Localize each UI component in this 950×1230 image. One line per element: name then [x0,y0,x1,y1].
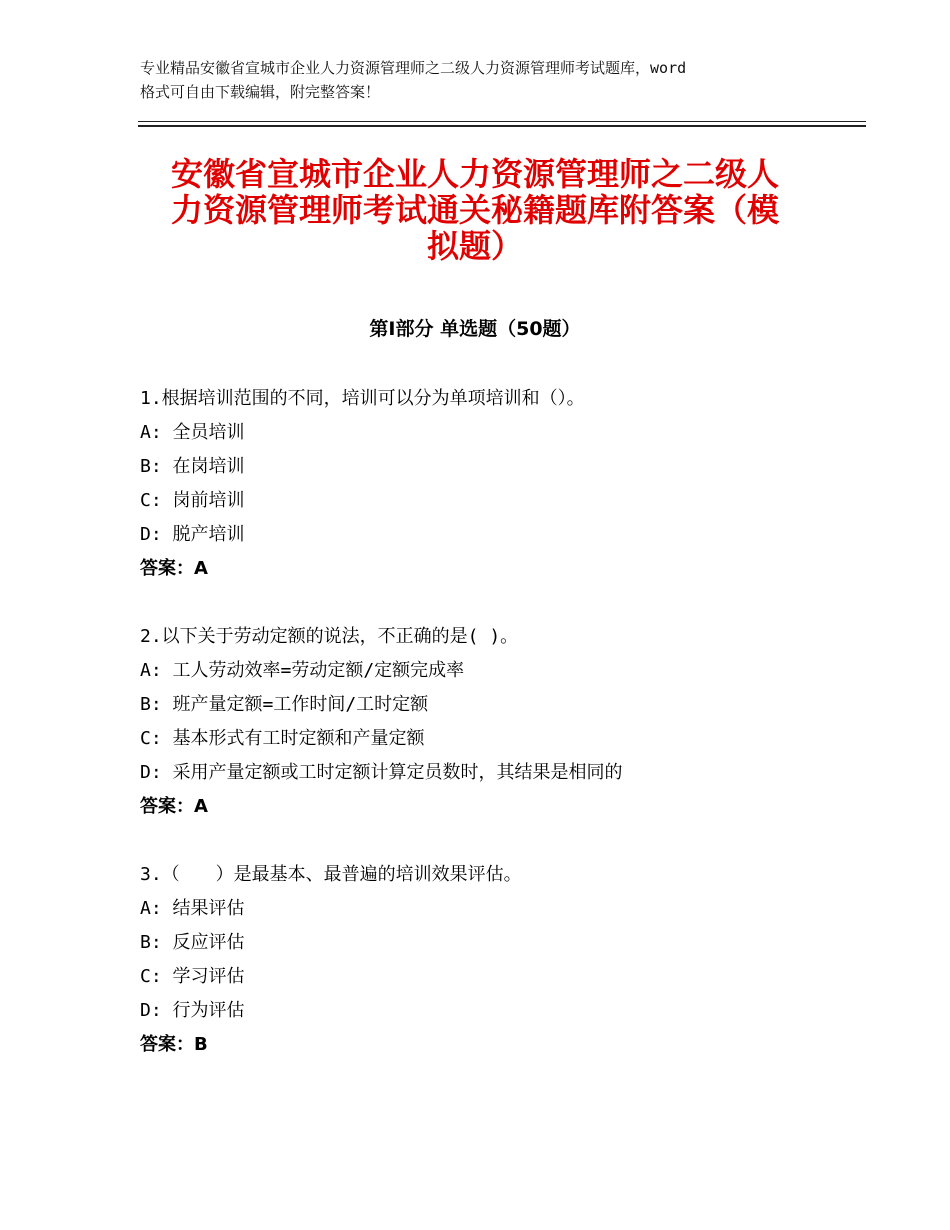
document-title-line-2: 力资源管理师考试通关秘籍题库附答案（模 [170,191,779,229]
question-item [140,858,860,1062]
option-b: B: 反应评估 [140,932,245,953]
question-stem: 2.以下关于劳动定额的说法，不正确的是( )。 [140,626,519,647]
answer-label: 答案： [140,558,194,579]
header-rule-thin [138,121,866,122]
option-a: A: 全员培训 [140,422,245,443]
section-heading: 第Ⅰ部分 单选题（50题） [369,318,581,340]
question-stem: 3.（ ）是最基本、最普遍的培训效果评估。 [140,864,522,885]
option-d: D: 采用产量定额或工时定额计算定员数时，其结果是相同的 [140,762,623,783]
answer-line [140,552,860,586]
document-title [130,156,820,264]
header-rule-thick [138,125,866,127]
header-note [140,56,840,104]
answer-value: A [194,558,208,579]
answer-value: A [194,796,208,817]
answer-label: 答案： [140,1034,194,1055]
option-c: C: 学习评估 [140,966,245,987]
option-a: A: 工人劳动效率=劳动定额/定额完成率 [140,660,465,681]
answer-value: B [194,1034,208,1055]
option-d: D: 脱产培训 [140,524,245,545]
answer-line [140,790,860,824]
answer-label: 答案： [140,796,194,817]
question-item [140,620,860,824]
option-a: A: 结果评估 [140,898,245,919]
document-title-line-3: 拟题） [426,227,523,265]
option-d: D: 行为评估 [140,1000,245,1021]
option-c: C: 基本形式有工时定额和产量定额 [140,728,425,749]
header-note-line-1: 专业精品安徽省宣城市企业人力资源管理师之二级人力资源管理师考试题库，word [140,59,687,77]
option-b: B: 在岗培训 [140,456,245,477]
option-b: B: 班产量定额=工作时间/工时定额 [140,694,429,715]
question-item [140,382,860,586]
question-stem: 1.根据培训范围的不同，培训可以分为单项培训和（）。 [140,388,585,409]
document-title-line-1: 安徽省宣城市企业人力资源管理师之二级人 [170,155,779,193]
question-list [140,382,860,1096]
header-note-line-2: 格式可自由下载编辑，附完整答案！ [140,83,381,101]
option-c: C: 岗前培训 [140,490,245,511]
answer-line [140,1028,860,1062]
